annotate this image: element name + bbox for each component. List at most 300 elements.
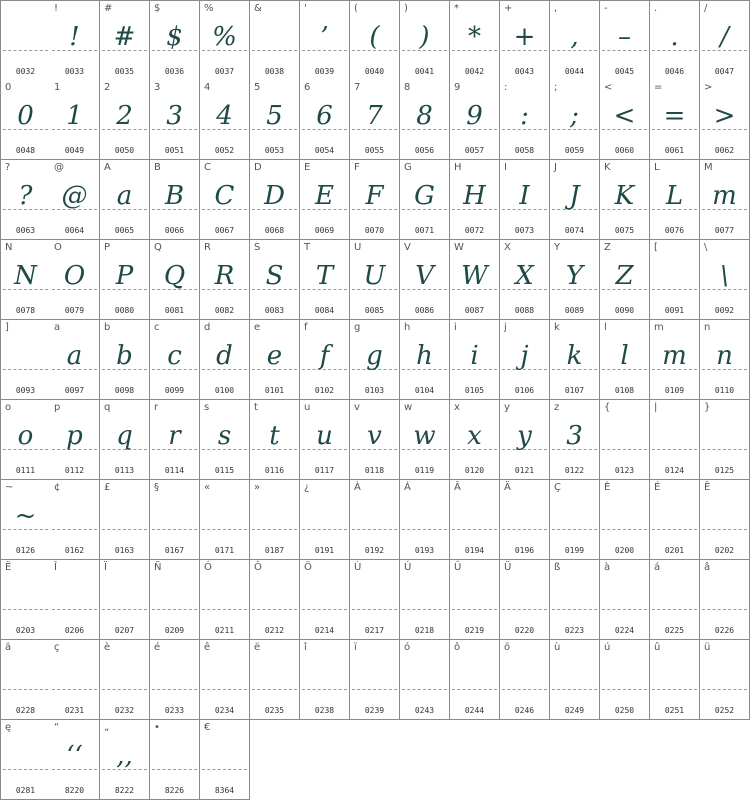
- glyph-label: ï: [354, 642, 357, 653]
- glyph-label: î: [304, 642, 307, 653]
- glyph-code: 0098: [114, 386, 135, 395]
- glyph-code: 0209: [164, 626, 185, 635]
- glyph-code: 0191: [314, 546, 335, 555]
- glyph-label: 4: [204, 82, 211, 93]
- glyph-code: 0061: [664, 146, 685, 155]
- glyph-label: 7: [354, 82, 361, 93]
- glyph-label: Ê: [704, 482, 711, 493]
- glyph-code: 0106: [514, 386, 535, 395]
- glyph-cell: [50, 400, 100, 480]
- glyph-cell: [50, 480, 100, 560]
- glyph-sample: W: [461, 261, 488, 291]
- glyph-code: 0087: [464, 306, 485, 315]
- glyph-cell: [0, 640, 51, 720]
- glyph-cell: [300, 400, 350, 480]
- glyph-label: 1: [54, 82, 61, 93]
- glyph-code: 0100: [214, 386, 235, 395]
- glyph-sample: u: [316, 421, 333, 451]
- glyph-code: 0042: [464, 67, 485, 76]
- glyph-sample: =: [663, 101, 686, 131]
- glyph-cell: [50, 0, 100, 81]
- glyph-code: 0243: [414, 706, 435, 715]
- glyph-code: 0083: [264, 306, 285, 315]
- glyph-sample: \: [720, 261, 729, 291]
- glyph-code: 0107: [564, 386, 585, 395]
- glyph-label: O: [54, 242, 62, 253]
- glyph-label: Ç: [554, 482, 561, 493]
- glyph-label: h: [404, 322, 411, 333]
- glyph-cell: [400, 480, 450, 560]
- glyph-sample: $: [166, 22, 183, 52]
- glyph-cell: [450, 320, 500, 400]
- glyph-code: 0103: [364, 386, 385, 395]
- glyph-code: 0117: [314, 466, 335, 475]
- glyph-cell: [250, 400, 300, 480]
- glyph-code: 0065: [114, 226, 135, 235]
- glyph-label: ): [404, 3, 408, 14]
- glyph-label: W: [454, 242, 464, 253]
- glyph-cell: [100, 160, 150, 240]
- glyph-code: 0060: [614, 146, 635, 155]
- glyph-cell: [400, 640, 450, 720]
- glyph-code: 0231: [64, 706, 85, 715]
- glyph-code: 0171: [214, 546, 235, 555]
- glyph-cell: [100, 80, 150, 160]
- glyph-sample: [50, 496, 99, 536]
- glyph-cell: [600, 0, 650, 81]
- glyph-sample: [550, 656, 599, 696]
- glyph-code: 0089: [564, 306, 585, 315]
- glyph-label: Ë: [5, 562, 12, 573]
- glyph-cell: [500, 320, 550, 400]
- glyph-cell: [300, 640, 350, 720]
- glyph-label: ß: [554, 562, 561, 573]
- glyph-sample: v: [367, 421, 382, 451]
- glyph-sample: 5: [266, 101, 283, 131]
- glyph-code: 0121: [514, 466, 535, 475]
- glyph-sample: [450, 496, 499, 536]
- glyph-sample: [300, 496, 349, 536]
- glyph-sample: 6: [316, 101, 333, 131]
- glyph-label: (: [354, 3, 358, 14]
- glyph-label: ]: [5, 322, 9, 333]
- glyph-code: 0070: [364, 226, 385, 235]
- glyph-sample: L: [665, 181, 684, 211]
- glyph-sample: [100, 576, 149, 616]
- glyph-cell: [500, 80, 550, 160]
- glyph-cell: [650, 0, 700, 81]
- glyph-cell: [650, 240, 700, 320]
- glyph-cell: [700, 640, 750, 720]
- glyph-label: t: [254, 402, 258, 413]
- glyph-label: »: [254, 482, 261, 493]
- glyph-sample: k: [566, 341, 583, 371]
- glyph-cell: [50, 720, 100, 800]
- glyph-code: 0223: [564, 626, 585, 635]
- glyph-label: U: [354, 242, 362, 253]
- glyph-sample: [400, 576, 449, 616]
- glyph-code: 0056: [414, 146, 435, 155]
- glyph-cell: [500, 480, 550, 560]
- glyph-code: 0192: [364, 546, 385, 555]
- glyph-code: 0122: [564, 466, 585, 475]
- glyph-sample: X: [515, 261, 534, 291]
- glyph-label: I: [504, 162, 507, 173]
- glyph-label: Ä: [504, 482, 511, 493]
- glyph-cell: [200, 480, 250, 560]
- glyph-label: s: [204, 402, 210, 413]
- glyph-code: 0050: [114, 146, 135, 155]
- glyph-cell: [250, 0, 300, 81]
- glyph-sample: [250, 17, 299, 57]
- glyph-cell: [250, 240, 300, 320]
- glyph-sample: m: [712, 181, 737, 211]
- glyph-cell: [450, 0, 500, 81]
- glyph-label: Á: [404, 482, 411, 493]
- glyph-cell: [400, 160, 450, 240]
- glyph-label: 6: [304, 82, 311, 93]
- glyph-cell: [250, 80, 300, 160]
- glyph-label: u: [304, 402, 311, 413]
- glyph-label: ö: [504, 642, 511, 653]
- glyph-code: 0104: [414, 386, 435, 395]
- glyph-code: 0225: [664, 626, 685, 635]
- glyph-label: *: [454, 3, 459, 14]
- glyph-sample: [250, 576, 299, 616]
- glyph-label: À: [354, 482, 361, 493]
- glyph-code: 0071: [414, 226, 435, 235]
- glyph-label: Ú: [404, 562, 412, 573]
- glyph-cell: [350, 320, 400, 400]
- glyph-sample: p: [66, 421, 83, 451]
- glyph-sample: *: [468, 22, 481, 52]
- glyph-code: 0234: [214, 706, 235, 715]
- glyph-label: f: [304, 322, 308, 333]
- glyph-sample: [400, 496, 449, 536]
- glyph-label: C: [204, 162, 211, 173]
- glyph-sample: [1, 576, 50, 616]
- glyph-sample: [300, 656, 349, 696]
- glyph-code: 0200: [614, 546, 635, 555]
- glyph-code: 0233: [164, 706, 185, 715]
- glyph-code: 0091: [664, 306, 685, 315]
- glyph-label: x: [454, 402, 460, 413]
- glyph-code: 0079: [64, 306, 85, 315]
- glyph-cell: [50, 640, 100, 720]
- glyph-sample: (: [369, 22, 380, 52]
- glyph-sample: .: [670, 22, 679, 52]
- glyph-cell: [0, 400, 51, 480]
- glyph-code: 0214: [314, 626, 335, 635]
- glyph-cell: [50, 160, 100, 240]
- glyph-cell: [600, 560, 650, 640]
- glyph-code: 0119: [414, 466, 435, 475]
- glyph-cell: [300, 480, 350, 560]
- glyph-label: a: [54, 322, 61, 333]
- glyph-cell: [550, 80, 600, 160]
- glyph-cell: [550, 160, 600, 240]
- glyph-label: g: [354, 322, 361, 333]
- glyph-code: 0090: [614, 306, 635, 315]
- glyph-label: 8: [404, 82, 411, 93]
- glyph-code: 0075: [614, 226, 635, 235]
- glyph-code: 0126: [15, 546, 36, 555]
- glyph-code: 0116: [264, 466, 285, 475]
- glyph-label: $: [154, 3, 161, 14]
- glyph-sample: j: [520, 341, 529, 371]
- glyph-cell: [700, 240, 750, 320]
- glyph-code: 0244: [464, 706, 485, 715]
- glyph-cell: [300, 240, 350, 320]
- glyph-sample: [700, 576, 749, 616]
- glyph-sample: 2: [116, 101, 133, 131]
- glyph-code: 0040: [364, 67, 385, 76]
- glyph-sample: [600, 496, 649, 536]
- glyph-cell: [550, 640, 600, 720]
- glyph-cell: [200, 560, 250, 640]
- glyph-cell: [350, 240, 400, 320]
- glyph-sample: i: [470, 341, 479, 371]
- glyph-code: 0123: [614, 466, 635, 475]
- glyph-label: D: [254, 162, 262, 173]
- glyph-code: 0044: [564, 67, 585, 76]
- glyph-sample: [350, 576, 399, 616]
- glyph-cell: [200, 640, 250, 720]
- glyph-cell: [0, 320, 51, 400]
- glyph-cell: [150, 720, 200, 800]
- glyph-sample: [1, 656, 50, 696]
- glyph-code: 0113: [114, 466, 135, 475]
- glyph-label: J: [554, 162, 557, 173]
- glyph-sample: a: [116, 181, 133, 211]
- glyph-code: 0066: [164, 226, 185, 235]
- glyph-label: £: [104, 482, 111, 493]
- glyph-label: ę: [5, 722, 12, 733]
- glyph-label: 9: [454, 82, 461, 93]
- glyph-sample: [500, 496, 549, 536]
- glyph-code: 0068: [264, 226, 285, 235]
- glyph-sample: +: [513, 22, 536, 52]
- glyph-sample: :: [520, 101, 529, 131]
- glyph-cell: [150, 0, 200, 81]
- glyph-code: 0187: [264, 546, 285, 555]
- glyph-label: P: [104, 242, 111, 253]
- glyph-label: >: [704, 82, 713, 93]
- glyph-sample: H: [463, 181, 486, 211]
- glyph-sample: [650, 416, 699, 456]
- glyph-code: 0054: [314, 146, 335, 155]
- glyph-cell: [500, 240, 550, 320]
- glyph-code: 0074: [564, 226, 585, 235]
- glyph-sample: [150, 496, 199, 536]
- glyph-label: ô: [454, 642, 461, 653]
- glyph-sample: [150, 656, 199, 696]
- glyph-cell: [450, 160, 500, 240]
- glyph-sample: E: [315, 181, 334, 211]
- glyph-cell: [500, 560, 550, 640]
- glyph-cell: [300, 80, 350, 160]
- glyph-sample: [1, 336, 50, 376]
- glyph-cell: [700, 80, 750, 160]
- glyph-sample: ): [419, 22, 430, 52]
- glyph-label: ç: [54, 642, 60, 653]
- glyph-label: à: [604, 562, 611, 573]
- glyph-code: 0064: [64, 226, 85, 235]
- glyph-code: 0226: [714, 626, 735, 635]
- glyph-sample: –: [618, 22, 631, 52]
- glyph-cell: [200, 320, 250, 400]
- glyph-sample: R: [214, 261, 235, 291]
- glyph-code: 0043: [514, 67, 535, 76]
- glyph-code: 0078: [15, 306, 36, 315]
- glyph-label: X: [504, 242, 511, 253]
- glyph-sample: 0: [17, 101, 34, 131]
- glyph-sample: 8: [416, 101, 433, 131]
- glyph-cell: [200, 80, 250, 160]
- glyph-label: €: [204, 722, 211, 733]
- glyph-label: Q: [154, 242, 162, 253]
- glyph-cell: [400, 240, 450, 320]
- glyph-code: 8364: [214, 786, 235, 795]
- glyph-sample: [1, 736, 50, 776]
- glyph-code: 8220: [64, 786, 85, 795]
- glyph-label: ¿: [304, 482, 310, 493]
- glyph-sample: [50, 656, 99, 696]
- glyph-label: l: [604, 322, 607, 333]
- glyph-sample: [600, 656, 649, 696]
- glyph-cell: [0, 560, 51, 640]
- glyph-code: 0203: [15, 626, 36, 635]
- glyph-cell: [0, 0, 51, 81]
- glyph-sample: 1: [66, 101, 83, 131]
- glyph-label: ù: [554, 642, 561, 653]
- glyph-cell: [550, 400, 600, 480]
- glyph-label: «: [204, 482, 211, 493]
- glyph-code: 0072: [464, 226, 485, 235]
- glyph-cell: [200, 0, 250, 81]
- glyph-label: G: [404, 162, 412, 173]
- glyph-sample: F: [365, 181, 384, 211]
- glyph-sample: V: [415, 261, 434, 291]
- glyph-label: +: [504, 3, 513, 14]
- glyph-code: 0063: [15, 226, 36, 235]
- glyph-label: e: [254, 322, 261, 333]
- glyph-sample: >: [713, 101, 736, 131]
- glyph-label: Ù: [354, 562, 362, 573]
- glyph-code: 0218: [414, 626, 435, 635]
- glyph-cell: [500, 160, 550, 240]
- glyph-code: 0235: [264, 706, 285, 715]
- glyph-code: 0045: [614, 67, 635, 76]
- glyph-cell: [450, 560, 500, 640]
- glyph-sample: t: [269, 421, 280, 451]
- glyph-label: y: [504, 402, 510, 413]
- glyph-code: 0202: [714, 546, 735, 555]
- glyph-cell: [450, 80, 500, 160]
- glyph-cell: [250, 160, 300, 240]
- glyph-code: 0124: [664, 466, 685, 475]
- glyph-code: 0220: [514, 626, 535, 635]
- glyph-code: 0249: [564, 706, 585, 715]
- glyph-sample: 3: [566, 421, 583, 451]
- glyph-code: 0120: [464, 466, 485, 475]
- glyph-sample: [450, 576, 499, 616]
- glyph-code: 8222: [114, 786, 135, 795]
- glyph-code: 0212: [264, 626, 285, 635]
- glyph-sample: [150, 736, 199, 776]
- glyph-sample: h: [416, 341, 433, 371]
- glyph-code: 0281: [15, 786, 36, 795]
- glyph-cell: [0, 80, 51, 160]
- glyph-label: %: [204, 3, 214, 14]
- glyph-sample: S: [265, 261, 284, 291]
- glyph-sample: a: [66, 341, 83, 371]
- glyph-sample: [650, 656, 699, 696]
- glyph-sample: @: [61, 181, 88, 211]
- glyph-sample: ‘‘: [66, 741, 83, 771]
- glyph-sample: <: [613, 101, 636, 131]
- glyph-label: ë: [254, 642, 261, 653]
- glyph-sample: e: [266, 341, 283, 371]
- glyph-label: @: [54, 162, 64, 173]
- glyph-label: z: [554, 402, 560, 413]
- glyph-label: o: [5, 402, 12, 413]
- glyph-label: ä: [5, 642, 12, 653]
- glyph-label: <: [604, 82, 613, 93]
- glyph-label: c: [154, 322, 160, 333]
- glyph-sample: [600, 416, 649, 456]
- glyph-cell: [700, 320, 750, 400]
- glyph-label: Î: [54, 562, 57, 573]
- glyph-sample: f: [319, 341, 330, 371]
- glyph-code: 0112: [64, 466, 85, 475]
- glyph-label: 3: [154, 82, 161, 93]
- glyph-code: 0162: [64, 546, 85, 555]
- glyph-code: 0081: [164, 306, 185, 315]
- glyph-code: 0046: [664, 67, 685, 76]
- glyph-sample: g: [366, 341, 383, 371]
- glyph-label: È: [604, 482, 611, 493]
- glyph-code: 0069: [314, 226, 335, 235]
- glyph-label: &: [254, 3, 262, 14]
- glyph-cell: [400, 80, 450, 160]
- glyph-label: d: [204, 322, 211, 333]
- glyph-code: 0118: [364, 466, 385, 475]
- glyph-label: É: [654, 482, 661, 493]
- glyph-sample: o: [17, 421, 34, 451]
- glyph-cell: [50, 240, 100, 320]
- glyph-code: 0058: [514, 146, 535, 155]
- glyph-sample: K: [614, 181, 635, 211]
- glyph-cell: [200, 160, 250, 240]
- glyph-sample: s: [217, 421, 232, 451]
- glyph-sample: [650, 576, 699, 616]
- glyph-label: {: [604, 402, 611, 413]
- glyph-cell: [150, 640, 200, 720]
- glyph-sample: l: [620, 341, 629, 371]
- glyph-code: 0251: [664, 706, 685, 715]
- glyph-cell: [150, 560, 200, 640]
- glyph-code: 0238: [314, 706, 335, 715]
- glyph-label: m: [654, 322, 664, 333]
- glyph-cell: [100, 560, 150, 640]
- glyph-sample: c: [167, 341, 182, 371]
- glyph-cell: [200, 400, 250, 480]
- glyph-cell: [350, 640, 400, 720]
- glyph-sample: J: [569, 181, 580, 211]
- glyph-label: „: [104, 722, 110, 733]
- glyph-cell: [250, 480, 300, 560]
